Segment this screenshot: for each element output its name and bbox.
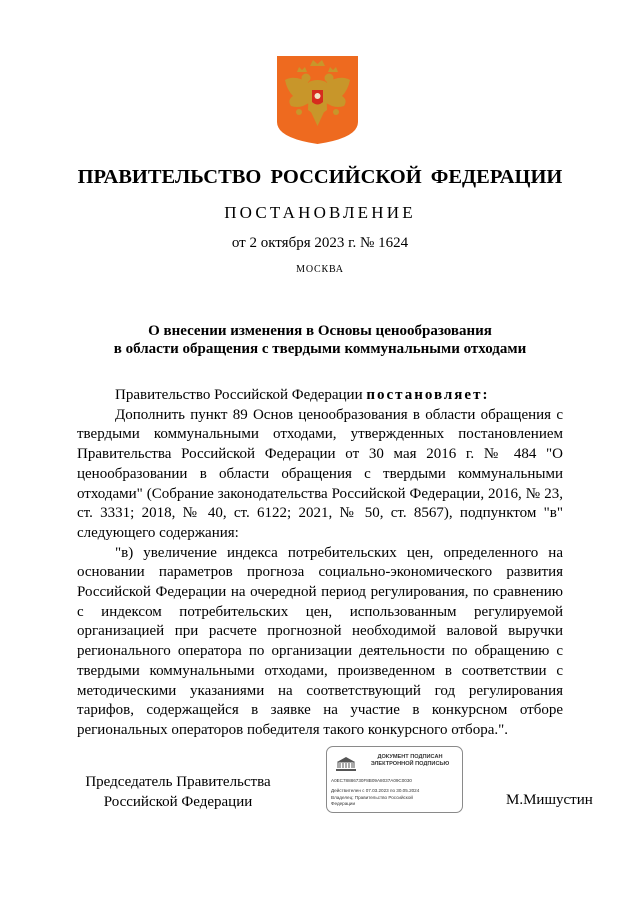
- position-line-2: Российской Федерации: [103, 793, 253, 810]
- position-line-1: Председатель Правительства: [85, 774, 271, 790]
- stamp-title: [361, 754, 459, 768]
- subject-line-1: О внесении изменения в Основы ценообразования: [148, 323, 492, 339]
- coat-of-arms-icon: [277, 56, 358, 144]
- stamp-certificate: A0EC78886730F8B09A8037A09C0030: [331, 778, 412, 783]
- document-body: [77, 386, 563, 741]
- paragraph-subclause: "в) увеличение индекса потребительских цен, определенного на основании параметров прогноза социально-экономического развития Российской Федерации на очередной период регулирования, по сравнению с индексом потребительских цен, использованным регулируемой организацией при расчете прогнозной необходимой валовой выручки регионального оператора по организации деятельности по обращению с твердыми коммунальными отходами, произведенном в соответствии с методическими указаниями на соответствующий год регулирования тарифов, содержащейся в заявке на участие в конкурсном отборе региональных операторов победителя такого конкурсного отбора.".: [77, 544, 563, 738]
- government-title: ПРАВИТЕЛЬСТВО РОССИЙСКОЙ ФЕДЕРАЦИИ: [77, 166, 563, 188]
- signatory-position: [78, 773, 278, 812]
- stamp-owner-line-1: Владелец: Правительство Российской: [331, 795, 413, 800]
- building-icon: [335, 756, 357, 772]
- electronic-signature-stamp: [326, 746, 463, 813]
- stamp-title-line-1: ДОКУМЕНТ ПОДПИСАН: [377, 754, 443, 760]
- stamp-validity: Действителен с 07.03.2023 по 30.05.2024: [331, 788, 420, 793]
- signatory-name: М.Мишустин: [506, 792, 593, 808]
- document-subject: [0, 322, 640, 358]
- decree-word: постановляет:: [366, 387, 490, 403]
- resolution-intro: [77, 386, 563, 406]
- document-type: ПОСТАНОВЛЕНИЕ: [224, 203, 416, 222]
- paragraph-amendment: Дополнить пункт 89 Основ ценообразования в области обращения с твердыми коммунальными отходами, утвержденных постановлением Правительства Российской Федерации от 30 мая 2016 г. № 484 "О ценообразовании в области обращения с твердыми коммунальными отходами" (Собрание законодательства Российской Федерации, 2016, № 23, ст. 3331; 2018, № 40, ст. 6122; 2021, № 50, ст. 8567), подпунктом "в" следующего содержания:: [77, 406, 563, 541]
- intro-text: Правительство Российской Федерации: [115, 387, 367, 403]
- document-date-number: от 2 октября 2023 г. № 1624: [231, 235, 409, 251]
- subject-line-2: в области обращения с твердыми коммунальными отходами: [113, 341, 527, 357]
- stamp-title-line-2: ЭЛЕКТРОННОЙ ПОДПИСЬЮ: [370, 761, 450, 767]
- stamp-owner-line-2: Федерации: [331, 801, 356, 806]
- document-city: МОСКВА: [296, 264, 344, 275]
